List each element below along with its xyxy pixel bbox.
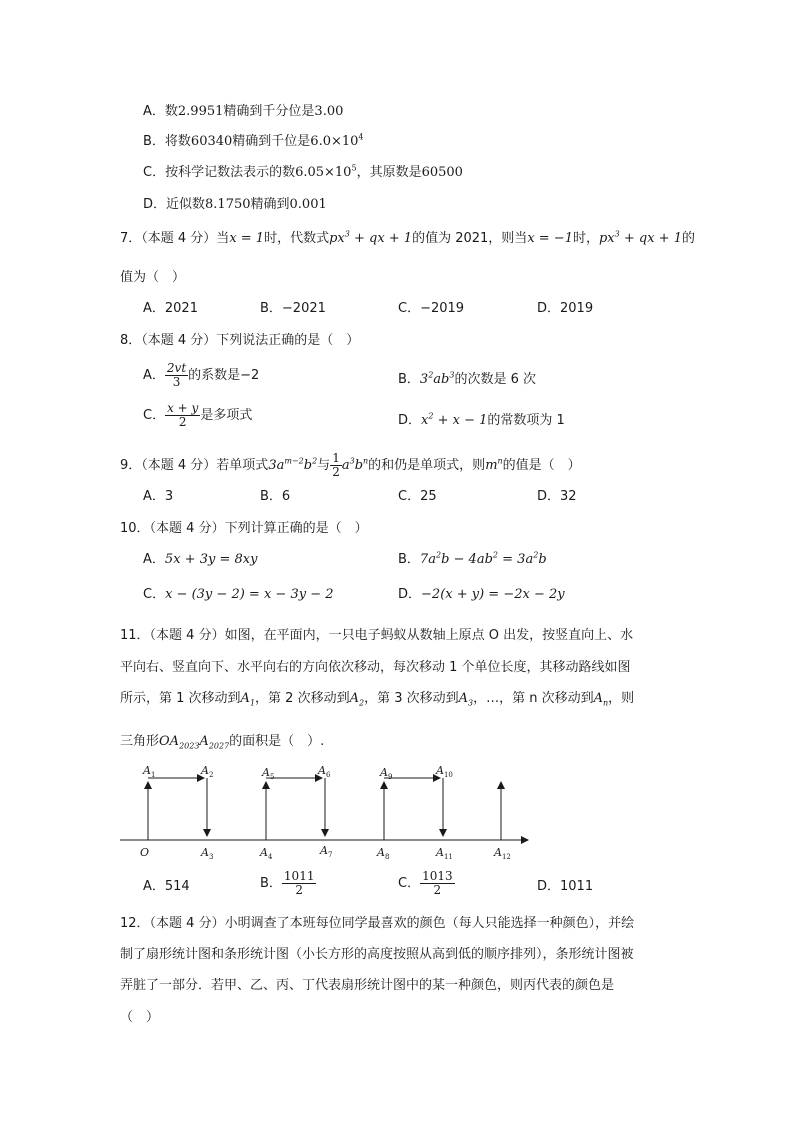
- q9-option-c: C．25: [398, 489, 437, 504]
- q11-label-a10: $A_{10}$: [436, 764, 453, 779]
- q8-b-label: B．: [398, 372, 420, 387]
- q6-a-num: 2.9951: [177, 104, 224, 119]
- q11-c-num: 1013: [422, 869, 453, 883]
- q11-option-b: [260, 870, 316, 897]
- q7-t1: 时，代数式: [264, 231, 330, 246]
- q8-a-den: 3: [172, 375, 181, 389]
- q6-d-mid: 精确到: [250, 197, 290, 212]
- q11-label-a4: $A_4$: [260, 846, 273, 861]
- q10-stem: 10．（本题 4 分）下列计算正确的是（ ）: [120, 521, 368, 536]
- q6-c-num: 60500: [421, 165, 463, 180]
- q11-line3c: ，第 3 次移动到: [364, 691, 459, 706]
- q6-a-label: A．数: [143, 104, 178, 119]
- q7-option-c: C．−2019: [398, 301, 465, 316]
- q6-b-num: 60340: [190, 134, 233, 149]
- q11-label-a6: $A_6$: [318, 764, 331, 779]
- q11-option-a: A．514: [143, 879, 190, 894]
- q8-option-a: [143, 362, 259, 389]
- q7-option-b: B．−2021: [260, 301, 326, 316]
- q10-a-expr: 5x + 3y = 8xy: [164, 552, 258, 567]
- q9-t1: 与: [317, 458, 331, 473]
- q12-line4: （ ）: [120, 1010, 160, 1025]
- q8-c-fraction: [165, 402, 200, 429]
- q7-stem-line1: [120, 229, 695, 249]
- q7-cond1: x = 1: [229, 231, 265, 246]
- q9-half: [330, 452, 342, 479]
- q7-t2: 的值为 2021，则当: [412, 231, 528, 246]
- q6-b-exp: 4: [358, 132, 364, 142]
- q6-d-val: 0.001: [289, 197, 327, 212]
- q8-d-expr: $x^2 + x - 1$: [421, 411, 488, 428]
- q11-line3e: ，则: [608, 691, 635, 706]
- q11-c-den: 2: [433, 883, 442, 897]
- q11-b-label: B．: [260, 876, 282, 891]
- q11-line3a: 所示，第 1 次移动到: [120, 691, 241, 706]
- q11-option-d: D．1011: [537, 879, 594, 894]
- q8-option-b: [398, 368, 536, 387]
- q6-option-d: [143, 195, 327, 215]
- q11-an: $A_n$: [593, 691, 609, 708]
- q6-c-label: C．按科学记数法表示的数: [143, 165, 296, 180]
- q11-label-a7: $A_7$: [320, 844, 333, 859]
- q11-line4a: 三角形: [120, 734, 160, 749]
- q8-option-d: [398, 409, 565, 428]
- q9-t2: 的和仍是单项式，则: [368, 458, 486, 473]
- q9-half-num: 1: [332, 451, 340, 465]
- q8-a-fraction: [165, 362, 188, 389]
- q9-option-a: A．3: [143, 489, 174, 504]
- q8-d-label: D．: [398, 413, 422, 428]
- q11-line1: 11．（本题 4 分）如图，在平面内，一只电子蚂蚁从数轴上原点 O 出发，按竖直向上、水: [120, 628, 634, 643]
- q11-a3: $A_3$: [458, 691, 474, 708]
- q10-c-label: C．: [143, 587, 166, 602]
- q11-label-a1: $A_1$: [143, 764, 156, 779]
- q6-b-mid: 精确到千位是: [232, 134, 311, 149]
- q6-option-c: [143, 163, 463, 183]
- q6-option-b: [143, 132, 364, 152]
- q6-c-val: 6.05×10: [295, 165, 352, 180]
- q6-option-a: [143, 102, 343, 122]
- q11-line4b: 的面积是（ ）.: [229, 734, 325, 749]
- q8-a-text: 的系数是−2: [188, 368, 260, 383]
- q7-stem1: 7．（本题 4 分）当: [120, 231, 230, 246]
- q7-option-a: A．2021: [143, 301, 198, 316]
- q11-a2: $A_2$: [349, 691, 365, 708]
- q6-c-mid: ，其原数是: [356, 165, 422, 180]
- q6-a-mid: 精确到千分位是: [223, 104, 315, 119]
- q11-label-a9: $A_9$: [380, 766, 393, 781]
- q9-half-den: 2: [332, 465, 340, 479]
- q11-line3b: ，第 2 次移动到: [255, 691, 350, 706]
- q11-figure: [0, 762, 794, 872]
- q9-stem: [120, 452, 581, 479]
- q8-b-expr: $3^2ab^3$: [419, 370, 455, 387]
- q11-triangle: $OA_{2023}A_{2027}$: [159, 734, 230, 751]
- q9-term1: $3a^{m-2}b^2$: [268, 456, 318, 473]
- q10-option-d: [398, 585, 565, 605]
- q11-b-fraction: [282, 870, 317, 897]
- q8-c-label: C．: [143, 408, 166, 423]
- q7-option-d: D．2019: [537, 301, 594, 316]
- q7-cond2: x = −1: [527, 231, 573, 246]
- q8-b-text: 的次数是 6 次: [454, 372, 537, 387]
- q6-b-val: 6.0×10: [310, 134, 359, 149]
- q11-label-a12: $A_{12}$: [494, 846, 511, 861]
- q6-c-exp: 5: [351, 163, 357, 173]
- q12-line1: 12．（本题 4 分）小明调查了本班每位同学最喜欢的颜色（每人只能选择一种颜色），并绘: [120, 916, 635, 931]
- q11-line4: [120, 732, 324, 752]
- q7-expr1: $px^3$ + qx + 1: [329, 229, 413, 246]
- q8-stem: 8．（本题 4 分）下列说法正确的是（ ）: [120, 333, 360, 348]
- q10-option-a: [143, 550, 257, 570]
- q11-label-a8: $A_8$: [377, 846, 390, 861]
- q11-line3d: ，…，第 n 次移动到: [473, 691, 594, 706]
- q11-c-label: C．: [398, 876, 421, 891]
- q11-b-num: 1011: [283, 869, 315, 883]
- q7-t4: 的: [681, 231, 695, 246]
- q6-b-label: B．将数: [143, 134, 191, 149]
- q11-label-o: O: [140, 846, 150, 859]
- q9-t3: 的值是（ ）: [502, 458, 581, 473]
- q6-d-num: 8.1750: [205, 197, 251, 212]
- q7-expr2: $px^3$ + qx + 1: [598, 229, 682, 246]
- q6-d-label: D．近似数: [143, 197, 206, 212]
- q11-c-fraction: [420, 870, 455, 897]
- q9-term3: $m^n$: [485, 456, 503, 473]
- q11-label-a2: $A_2$: [201, 764, 214, 779]
- q8-c-den: 2: [178, 415, 187, 429]
- q11-label-a3: $A_3$: [201, 846, 214, 861]
- q10-option-b: [398, 550, 547, 570]
- q10-d-expr: −2(x + y) = −2x − 2y: [421, 587, 565, 602]
- q8-c-text: 是多项式: [200, 408, 253, 423]
- q8-a-num: 2vt: [166, 361, 187, 375]
- q12-line3: 弄脏了一部分．若甲、乙、丙、丁代表扇形统计图中的某一种颜色，则丙代表的颜色是: [120, 978, 615, 993]
- q11-a1: $A_1$: [240, 691, 256, 708]
- q11-line2: 平向右、竖直向下、水平向右的方向依次移动，每次移动 1 个单位长度，其移动路线如图: [120, 660, 631, 675]
- q9-option-b: B．6: [260, 489, 291, 504]
- q12-line2: 制了扇形统计图和条形统计图（小长方形的高度按照从高到低的顺序排列），条形统计图被: [120, 947, 634, 962]
- q10-d-label: D．: [398, 587, 422, 602]
- q8-d-text: 的常数项为 1: [487, 413, 565, 428]
- q7-t3: 时，: [572, 231, 599, 246]
- q11-label-a5: $A_5$: [262, 766, 275, 781]
- q11-label-a11: $A_{11}$: [436, 846, 453, 861]
- q9-term2: $a^3b^n$: [341, 456, 369, 473]
- q6-a-val: 3.00: [314, 104, 344, 119]
- q8-option-c: [143, 402, 252, 429]
- q10-a-label: A．: [143, 552, 165, 567]
- q7-question-end: 值为（ ）: [120, 270, 186, 285]
- q11-line3: [120, 689, 634, 709]
- q8-c-num: x + y: [167, 401, 199, 415]
- q11-b-den: 2: [295, 883, 304, 897]
- q8-a-label: A．: [143, 368, 165, 383]
- q10-b-expr: $7a^2b - 4ab^2 = 3a^2b$: [419, 550, 547, 567]
- q9-stem1: 9．（本题 4 分）若单项式: [120, 458, 269, 473]
- q11-option-c: [398, 870, 455, 897]
- q10-c-expr: x − (3y − 2) = x − 3y − 2: [165, 587, 334, 602]
- q10-b-label: B．: [398, 552, 420, 567]
- q10-option-c: [143, 585, 334, 605]
- q9-option-d: D．32: [537, 489, 577, 504]
